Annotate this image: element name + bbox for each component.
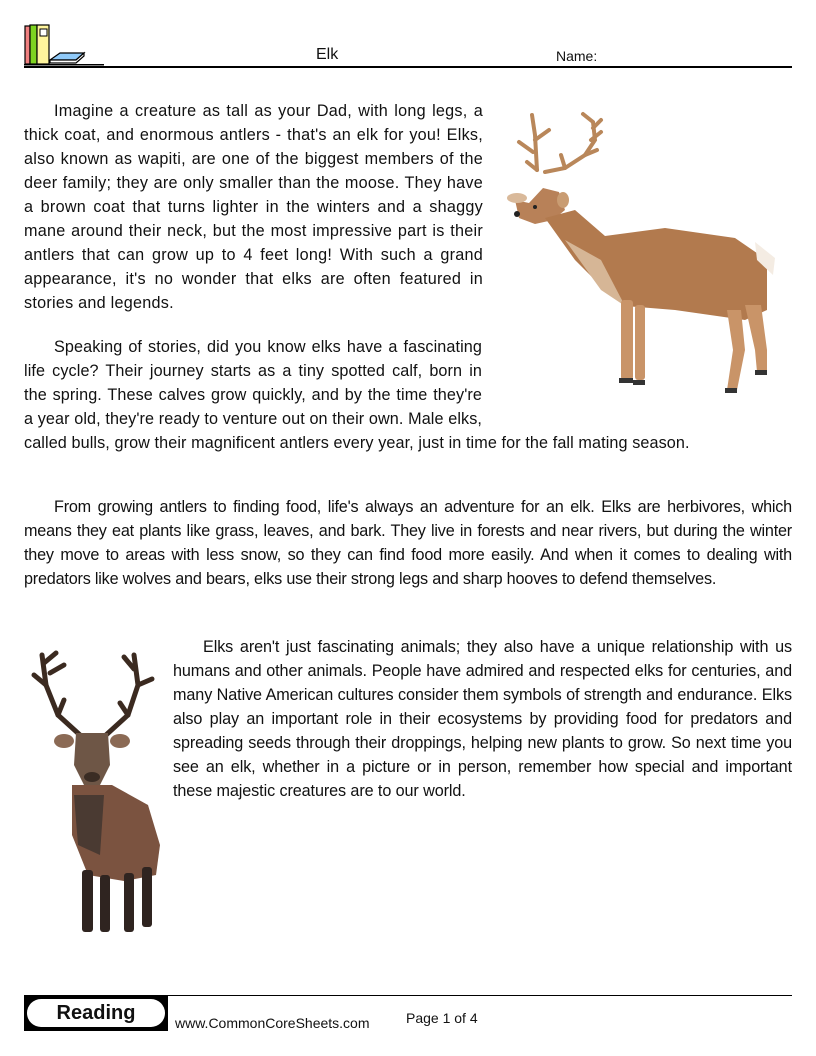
paragraph-text: Imagine a creature as tall as your Dad, with long legs, a thick coat, and enormous antlers - that's an elk for you! Elks, also known as wapiti, are one of the biggest members of the deer family; they are only smaller than the moose. They have a brown coat that turns lighter in the winters and a shaggy mane around their neck, but the most impressive part is their antlers that can grow up to 4 feet long! With such a grand appearance, it's no wonder that elks are often featured in stories and legends. (24, 102, 483, 312)
website-link[interactable]: www.CommonCoreSheets.com (175, 1015, 370, 1031)
article-paragraph-4 (173, 635, 792, 803)
page-indicator: Page 1 of 4 (406, 1010, 478, 1026)
books-icon (24, 24, 104, 66)
subject-badge: Reading (27, 999, 165, 1027)
paragraph-text: Speaking of stories, did you know elks have a fascinating life cycle? Their journey starts as a tiny spotted calf, born in the spring. These calves grow quickly, and by the time they're a year old, they're ready to venture out on their own. Male elks, called bulls, grow their magnificent antlers every year, just in time for the fall mating season. (24, 338, 690, 452)
worksheet-header (24, 24, 792, 69)
image-wrap-spacer (482, 335, 792, 431)
subject-badge-frame (24, 996, 168, 1031)
red-deer-image (28, 645, 168, 935)
header-divider (24, 66, 792, 68)
article-paragraph-3 (24, 495, 792, 591)
paragraph-text: Elks aren't just fascinating animals; they also have a unique relationship with us humans and other animals. People have admired and respected elks for centuries, and many Native American cultures consider them symbols of strength and endurance. Elks also play an important role in their ecosystems by providing food for predators and spreading seeds through their droppings, helping new plants to grow. So next time you see an elk, whether in a picture or in person, remember how special and important these majestic creatures are to our world. (173, 638, 792, 800)
worksheet-title: Elk (316, 46, 339, 63)
name-field-label: Name: (556, 48, 598, 64)
article-paragraph-2 (24, 335, 792, 455)
article-paragraph-1 (24, 99, 483, 315)
paragraph-text: From growing antlers to finding food, life's always an adventure for an elk. Elks are herbivores, which means they eat plants like grass, leaves, and bark. They live in forests and near rivers, but during the winter they move to areas with less snow, so they can find food more easily. And when it comes to dealing with predators like wolves and bears, elks use their strong legs and sharp hooves to defend themselves. (24, 498, 792, 588)
